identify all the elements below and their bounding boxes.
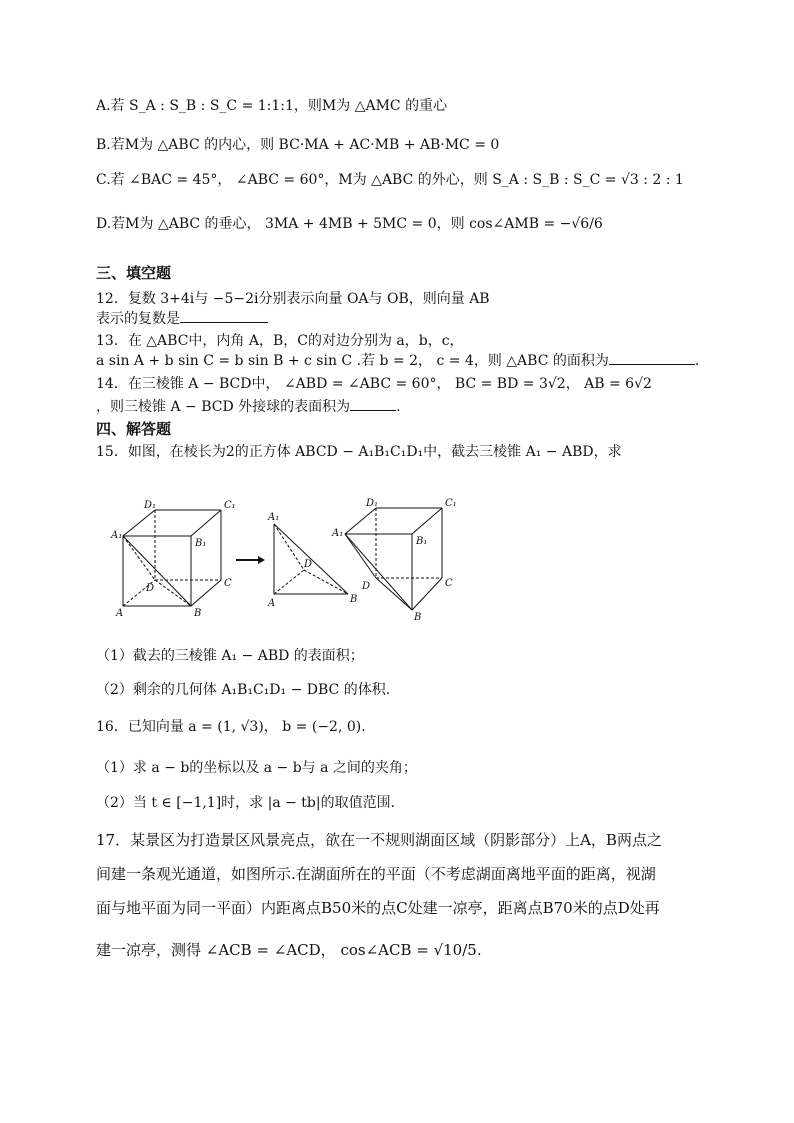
q12-line2 xyxy=(96,308,700,329)
tet-label-a1: A₁ xyxy=(268,512,280,523)
q13-end: . xyxy=(694,353,700,369)
label-a1: A₁ xyxy=(111,530,123,541)
label-a: A xyxy=(116,608,124,619)
q13-text: a sin A + b sin C = b sin B + c sin C .若 b = 2， c = 4，则 △ABC 的面积为 xyxy=(96,353,609,369)
label-d: D xyxy=(146,583,155,594)
tet-label-a: A xyxy=(268,598,276,609)
rem-label-d1: D₁ xyxy=(366,498,379,509)
q13-blank xyxy=(609,350,695,365)
q15-stem: 15．如图，在棱长为2的正方体 ABCD − A₁B₁C₁D₁中，截去三棱锥 A₁ − ABD，求 xyxy=(96,444,622,460)
arrow-icon xyxy=(236,556,265,564)
option-a: A.若 S_A : S_B : S_C = 1:1:1，则M为 △AMC 的重心 xyxy=(96,98,448,114)
q12-text: 表示的复数是 xyxy=(96,311,180,327)
rem-label-b1: B₁ xyxy=(416,536,428,547)
rem-label-c1: C₁ xyxy=(445,498,457,509)
option-d: D.若M为 △ABC 的垂心， 3MA + 4MB + 5MC = 0，则 cos∠AMB = −√6/6 xyxy=(96,216,603,232)
q14-end: . xyxy=(396,399,401,415)
q14-blank xyxy=(350,396,396,411)
rem-label-c: C xyxy=(445,578,453,589)
q14-line2 xyxy=(96,396,700,417)
cube-figure xyxy=(123,510,221,606)
q15-figure xyxy=(108,494,458,622)
q15-part2: （2）剩余的几何体 A₁B₁C₁D₁ − DBC 的体积. xyxy=(96,682,391,698)
rem-label-b: B xyxy=(414,612,422,622)
q17-line1: 17．某景区为打造景区风景亮点，欲在一不规则湖面区域（阴影部分）上A，B两点之 xyxy=(96,831,662,849)
option-c: C.若 ∠BAC = 45°， ∠ABC = 60°，M为 △ABC 的外心，则 S_A : S_B : S_C = √3 : 2 : 1 xyxy=(96,172,684,188)
label-d1: D₁ xyxy=(144,500,157,511)
remaining-solid-figure xyxy=(345,508,442,610)
q12-blank xyxy=(180,308,268,323)
option-b: B.若M为 △ABC 的内心，则 BC·MA + AC·MB + AB·MC = 0 xyxy=(96,137,500,153)
q17-line3: 面与地平面为同一平面）内距离点B50米的点C处建一凉亭，距离点B70米的点D处再 xyxy=(96,899,660,917)
section-fill-heading: 三、填空题 xyxy=(96,264,172,282)
q17-line4: 建一凉亭，测得 ∠ACB = ∠ACD， cos∠ACB = √10/5. xyxy=(96,941,482,959)
q13-line2 xyxy=(96,350,700,371)
q12-line1: 12．复数 3+4i与 −5−2i分别表示向量 OA与 OB，则向量 AB xyxy=(96,291,490,307)
rem-label-d: D xyxy=(362,581,371,592)
q14-text: ，则三棱锥 A − BCD 外接球的表面积为 xyxy=(96,399,351,415)
q16-part1: （1）求 a − b的坐标以及 a − b与 a 之间的夹角； xyxy=(96,760,417,776)
q16-part2: （2）当 t ∈ [−1,1]时，求 |a − tb|的取值范围. xyxy=(96,795,396,811)
q14-line1: 14．在三棱锥 A − BCD中， ∠ABD = ∠ABC = 60°， BC = BD = 3√2， AB = 6√2 xyxy=(96,376,652,392)
label-c: C xyxy=(224,578,232,589)
label-b1: B₁ xyxy=(195,538,207,549)
section-solve-heading: 四、解答题 xyxy=(96,420,172,438)
q16-stem: 16．已知向量 a = (1, √3)， b = (−2, 0). xyxy=(96,719,366,735)
q13-line1: 13．在 △ABC中，内角 A，B，C的对边分别为 a，b，c， xyxy=(96,333,464,349)
rem-label-a1: A₁ xyxy=(332,528,344,539)
q15-part1: （1）截去的三棱锥 A₁ − ABD 的表面积； xyxy=(96,648,364,664)
label-c1: C₁ xyxy=(224,500,236,511)
tet-label-b: B xyxy=(350,594,358,605)
tet-label-d: D xyxy=(304,559,313,570)
q17-line2: 间建一条观光通道，如图所示.在湖面所在的平面（不考虑湖面离地平面的距离，视湖 xyxy=(96,865,656,883)
label-b: B xyxy=(194,608,202,619)
